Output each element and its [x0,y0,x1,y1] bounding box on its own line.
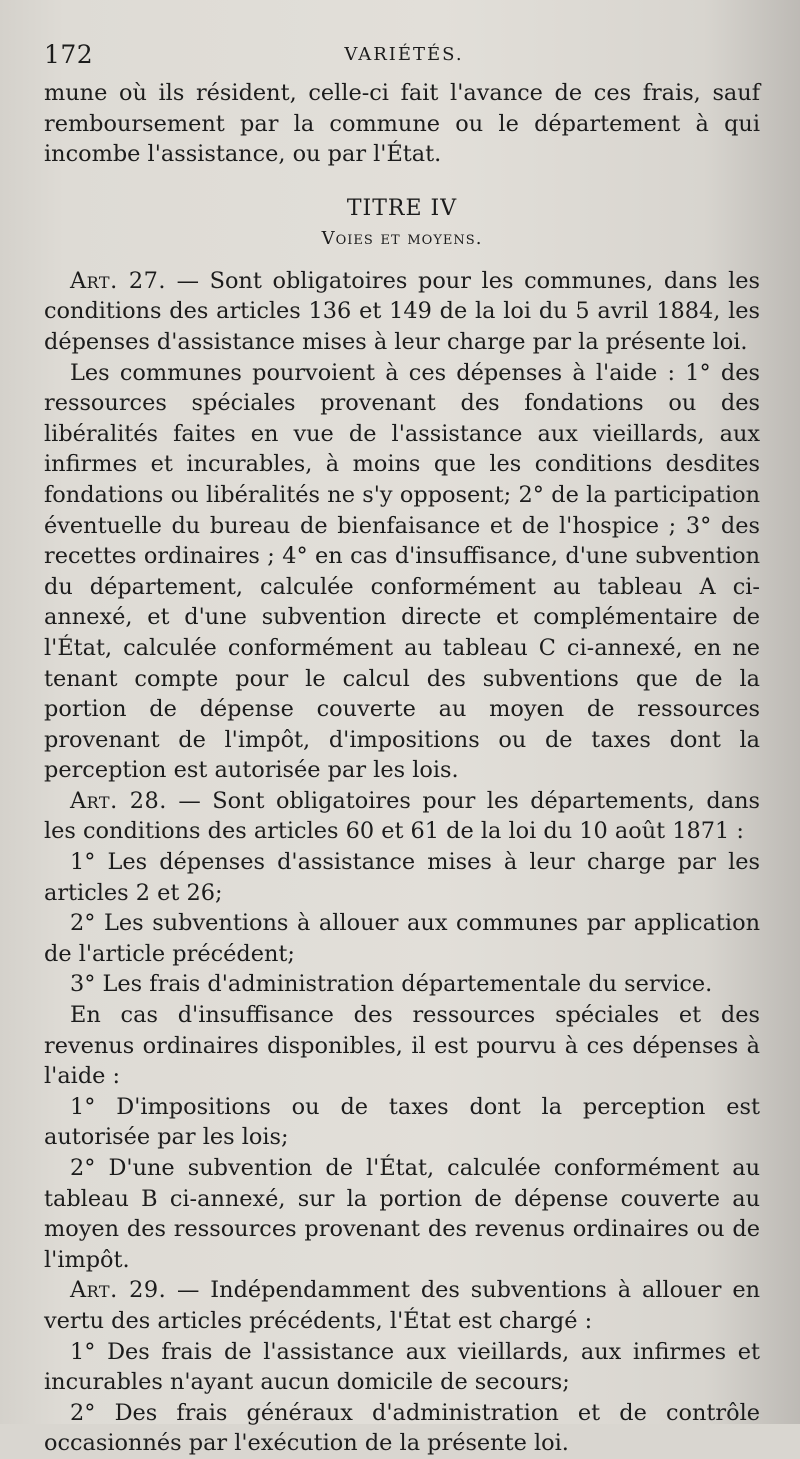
article-29-item-1: 1° Des frais de l'assistance aux vieillards, aux infirmes et incurables n'ayant aucun domicile de secours; [44,1338,760,1396]
article-27-label: Art. 27. [70,267,166,294]
article-28-item-2: 2° Les subventions à allouer aux communes par application de l'article précédent; [44,910,760,967]
article-28-label: Art. 28. [70,787,167,814]
article-28-item-5: 2° D'une subvention de l'État, calculée conformément au tableau B ci-annexé, sur la portion de dépense couverte au moyen des ressources provenant des revenus ordinaires ou de l'impôt. [44,1155,760,1273]
page-number: 172 [44,40,94,69]
article-28 [44,786,760,847]
page-header [44,38,764,78]
article-29-text: — Indépendamment des subventions à allouer en vertu des articles précédents, l'État est chargé : [44,1277,761,1334]
article-27 [44,266,760,358]
body-text [44,78,760,1459]
article-28-paragraph-2: En cas d'insuffisance des ressources spéciales et des revenus ordinaires disponibles, il est pourvu à ces dépenses à l'aide : [44,1002,760,1090]
article-27-text: — Sont obligatoires pour les communes, dans les conditions des articles 136 et 149 de la loi du 5 avril 1884, les dépenses d'assistance mises à leur charge par la présente loi. [44,267,760,355]
article-27-paragraph-2: Les communes pourvoient à ces dépenses à l'aide : 1° des ressources spéciales provenant des fondations ou des libéralités faites en vue de l'assistance aux vieillards, aux infirmes et incurables, à moins que les conditions desdites fondations ou libéralités ne s'y opposent; 2° de la participation éventuelle du bureau de bienfaisance et de l'hospice ; 3° des recettes ordinaires ; 4° en cas d'insuffisance, d'une subvention du département, calculée conformément au tableau A ci-annexé, et d'une subvention directe et complémentaire de l'État, calculée conformément au tableau C ci-annexé, en ne tenant compte pour le calcul des subventions que de la portion de dépense couverte au moyen de ressources provenant de l'impôt, d'impositions ou de taxes dont la perception est autorisée par les lois. [44,359,760,784]
section-title: TITRE IV [346,195,458,221]
article-29-item-2: 2° Des frais généraux d'administration et de contrôle occasionnés par l'exécution de la présente loi. [44,1399,760,1457]
article-28-item-4: 1° D'impositions ou de taxes dont la perception est autorisée par les lois; [44,1093,760,1151]
article-28-text: — Sont obligatoires pour les départements, dans les conditions des articles 60 et 61 de la loi du 10 août 1871 : [44,787,761,845]
article-28-item-3: 3° Les frais d'administration départementale du service. [70,971,713,998]
intro-paragraph: mune où ils résident, celle-ci fait l'avance de ces frais, sauf remboursement par la commune ou le département à qui incombe l'assistance, ou par l'État. [44,80,760,168]
running-head: VARIÉTÉS. [344,44,464,65]
article-28-item-1: 1° Les dépenses d'assistance mises à leur charge par les articles 2 et 26; [44,849,760,906]
article-29 [44,1275,760,1336]
article-29-label: Art. 29. [70,1277,167,1304]
section-subtitle: Voies et moyens. [321,227,483,249]
